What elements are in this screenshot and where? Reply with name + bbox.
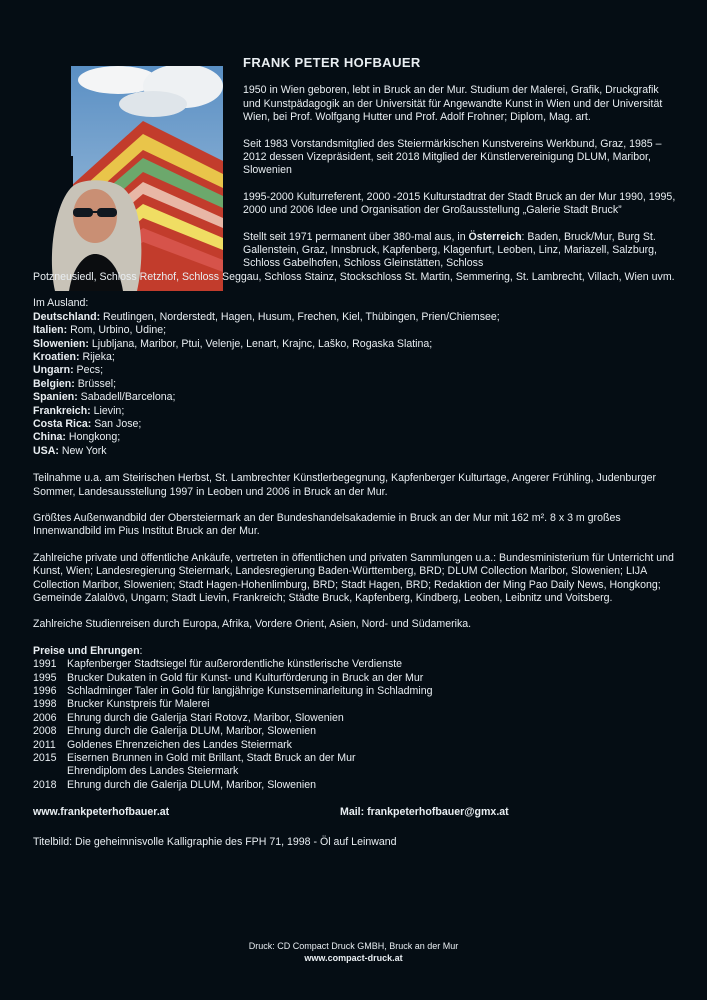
contact-row <box>33 806 678 819</box>
award-item: 1995 Brucker Dukaten in Gold für Kunst- und Kulturförderung in Bruck an der Mur <box>33 671 424 684</box>
print-credit: Druck: CD Compact Druck GMBH, Bruck an der Mur <box>248 941 459 951</box>
exhibit-list: : Baden, Bruck/Mur, Burg St. Gallenstein, Graz, Innsbruck, Kapfenberg, Klagenfurt, Leoben, Linz, Mariazell, Salzburg, Schloss Gabelhofen, Schloss Gleinstätten, Schloss <box>243 230 657 270</box>
print-url-link[interactable]: www.compact-druck.at <box>304 953 403 963</box>
abroad-item: USA: New York <box>33 444 107 457</box>
abroad-item: Belgien: Brüssel; <box>33 377 117 390</box>
awards-list <box>33 658 678 792</box>
exhibit-country: Österreich <box>468 230 522 243</box>
abroad-heading: Im Ausland: <box>33 297 89 310</box>
email-link[interactable]: Mail: frankpeterhofbauer@gmx.at <box>340 806 509 819</box>
abroad-item: Frankreich: Lievin; <box>33 404 125 417</box>
exhibit-intro: Stellt seit 1971 permanent über 380-mal aus, in <box>243 230 469 243</box>
award-item: 2015 Eisernen Brunnen in Gold mit Brillant, Stadt Bruck an der Mur <box>33 752 356 765</box>
cover-credit: Titelbild: Die geheimnisvolle Kalligraphie des FPH 71, 1998 - Öl auf Leinwand <box>33 835 397 848</box>
abroad-item: Deutschland: Reutlingen, Norderstedt, Hagen, Husum, Frechen, Kiel, Thübingen, Prien/Chiemsee; <box>33 310 500 323</box>
abroad-item: China: Hongkong; <box>33 431 121 444</box>
mural-paragraph: Größtes Außenwandbild der Obersteiermark an der Bundeshandelsakademie in Bruck an der Mur mit 162 m². 8 x 3 m großes Innenwandbild im Pius Institut Bruck an der Mur. <box>33 511 621 538</box>
website-link[interactable]: www.frankpeterhofbauer.at <box>33 806 170 819</box>
abroad-list <box>33 311 678 458</box>
travel-paragraph: Zahlreiche Studienreisen durch Europa, Afrika, Vordere Orient, Asien, Nord- und Südamerika. <box>33 618 472 631</box>
award-item: 1991 Kapfenberger Stadtsiegel für außerordentliche künstlerische Verdienste <box>33 658 403 671</box>
abroad-item: Costa Rica: San Jose; <box>33 417 142 430</box>
print-footer <box>0 940 707 964</box>
bio-paragraph: Seit 1983 Vorstandsmitglied des Steiermärkischen Kunstvereins Werkbund, Graz, 1985 – 2012 dessen Vizepräsident, seit 2018 Mitglied der Künstlervereinigung DLUM, Maribor, Slowenien <box>243 137 662 177</box>
abroad-item: Italien: Rom, Urbino, Udine; <box>33 324 167 337</box>
participation-paragraph: Teilnahme u.a. am Steirischen Herbst, St. Lambrechter Künstlerbegegnung, Kapfenberger Kulturtage, Angerer Frühling, Judenburger Sommer, Landesausstellung 1997 in Leoben und 2006 in Bruck an der Mur. <box>33 472 657 498</box>
award-item: Ehrendiplom des Landes Steiermark <box>67 765 239 778</box>
award-item: 2006 Ehrung durch die Galerija Stari Rotovz, Maribor, Slowenien <box>33 711 344 724</box>
bio-paragraph: 1950 in Wien geboren, lebt in Bruck an der Mur. Studium der Malerei, Grafik, Druckgrafik und Kunstpädagogik an der Universität für Angewandte Kunst in Wien und der Universität Wien, bei Prof. Wolfgang Hutter und Prof. Adolf Frohner; Diplom, Mag. art. <box>243 84 663 124</box>
abroad-item: Ungarn: Pecs; <box>33 364 104 377</box>
award-item: 1998 Brucker Kunstpreis für Malerei <box>33 698 210 711</box>
artist-name-heading: FRANK PETER HOFBAUER <box>243 55 421 70</box>
biography-content <box>33 56 678 849</box>
bio-paragraph: 1995-2000 Kulturreferent, 2000 -2015 Kulturstadtrat der Stadt Bruck an der Mur 1990, 1995, 2000 und 2006 Idee und Organisation der Großausstellung „Galerie Stadt Bruck” <box>243 190 676 217</box>
awards-heading: Preise und Ehrungen: <box>33 644 143 657</box>
exhibit-list-continued: Potzneusiedl, Schloss Retzhof, Schloss Seggau, Schloss Stainz, Stockschloss St. Martin, Semmering, St. Lambrecht, Villach, Wien uvm. <box>33 270 675 283</box>
abroad-item: Kroatien: Rijeka; <box>33 350 115 363</box>
exhibitions-austria <box>243 231 678 271</box>
abroad-item: Spanien: Sabadell/Barcelona; <box>33 391 176 404</box>
award-item: 2018 Ehrung durch die Galerija DLUM, Maribor, Slowenien <box>33 778 317 791</box>
abroad-item: Slowenien: Ljubljana, Maribor, Ptui, Velenje, Lenart, Krajnc, Laško, Rogaska Slatina; <box>33 337 433 350</box>
award-item: 1996 Schladminger Taler in Gold für langjährige Kunstseminarleitung in Schladming <box>33 685 433 698</box>
award-item: 2011 Goldenes Ehrenzeichen des Landes Steiermark <box>33 738 292 751</box>
award-item: 2008 Ehrung durch die Galerija DLUM, Maribor, Slowenien <box>33 725 317 738</box>
collections-paragraph: Zahlreiche private und öffentliche Ankäufe, vertreten in öffentlichen und privaten Sammlungen u.a.: Bundesministerium für Unterricht und Kunst, Wien; Landesregierung Steiermark, Landesregierung Baden-Württemberg, BRD; DLUM Collection Maribor, Slowenien; LIJA Collection Maribor, Slowenien; Stadt Hagen-Hohenlimburg, BRD; Stadt Hagen, BRD; Redaktion der Ming Pao Daily News, Hongkong; Gemeinde Zalalövö, Ungarn; Stadt Lievin, Frankreich; Städte Bruck, Kapfenberg, Kindberg, Leoben, Leibnitz und Voitsberg. <box>33 551 674 604</box>
